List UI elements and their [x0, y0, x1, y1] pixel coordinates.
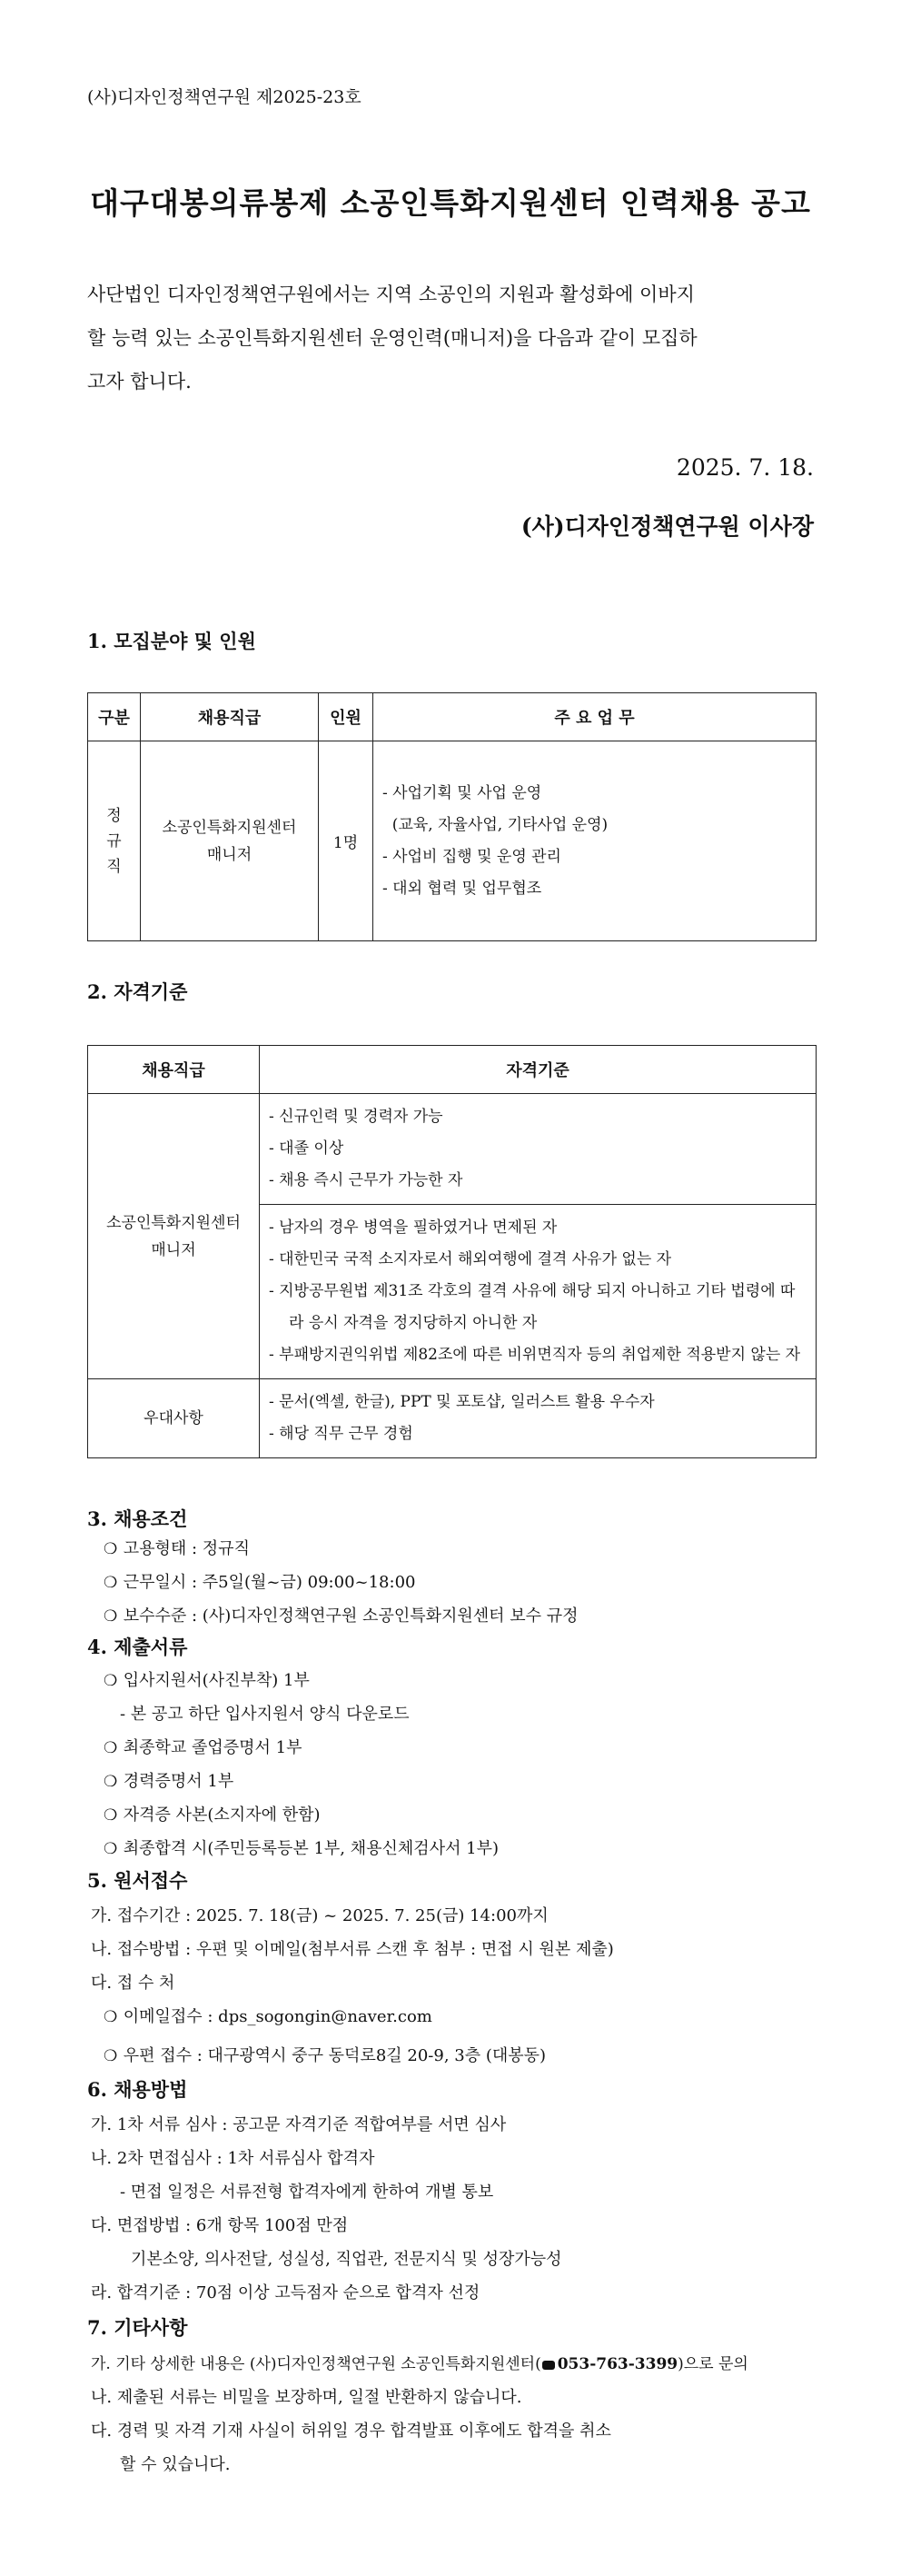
qualification-item: - 대졸 이상	[269, 1139, 344, 1158]
item-text: 이메일접수 : dps_sogongin@naver.com	[123, 2007, 432, 2026]
list-item	[104, 1569, 415, 1593]
list-item	[104, 1536, 250, 1559]
other-item: 나. 제출된 서류는 비밀을 보장하며, 일절 반환하지 않습니다.	[91, 2388, 522, 2407]
hollow-circle-icon: ❍	[104, 1840, 118, 1858]
recruitment-table	[87, 692, 817, 941]
selection-note: 기본소양, 의사전달, 성실성, 직업관, 전문지식 및 성장가능성	[131, 2250, 562, 2269]
table-header-row	[88, 1046, 817, 1094]
contact-text: )으로 문의	[678, 2355, 748, 2373]
other-item: 할 수 있습니다.	[120, 2455, 231, 2474]
preference-label: 우대사항	[88, 1379, 260, 1458]
selection-step: 다. 면접방법 : 6개 항목 100점 만점	[91, 2216, 349, 2235]
qualification-item: - 신규인력 및 경력자 가능	[269, 1108, 443, 1126]
position-line: 매니저	[206, 845, 252, 864]
headcount-cell: 1명	[319, 741, 373, 941]
position-cell	[88, 1094, 260, 1379]
qualification-table	[87, 1045, 817, 1458]
hollow-circle-icon: ❍	[104, 2047, 118, 2065]
section-heading-qualification: 2. 자격기준	[87, 980, 188, 1003]
hollow-circle-icon: ❍	[104, 1773, 118, 1791]
item-text: 최종학교 졸업증명서 1부	[123, 1738, 302, 1757]
hollow-circle-icon: ❍	[104, 1806, 118, 1825]
other-item: 다. 경력 및 자격 기재 사실이 허위일 경우 합격발표 이후에도 합격을 취소	[91, 2422, 611, 2441]
duty-item: (교육, 자율사업, 기타사업 운영)	[382, 815, 609, 834]
position-cell	[141, 741, 319, 941]
list-item	[104, 1735, 302, 1758]
application-period: 가. 접수기간 : 2025. 7. 18(금) ~ 2025. 7. 25(금) 14:00까지	[91, 1906, 549, 1925]
table-header: 인원	[319, 693, 373, 741]
list-subitem: - 본 공고 하단 입사지원서 양식 다운로드	[120, 1705, 410, 1724]
qualification-group-legal	[260, 1205, 817, 1379]
section-heading-other: 7. 기타사항	[87, 2316, 188, 2339]
section-heading-conditions: 3. 채용조건	[87, 1507, 188, 1530]
hollow-circle-icon: ❍	[104, 2008, 118, 2026]
selection-note: - 면접 일정은 서류전형 합격자에게 한하여 개별 통보	[120, 2183, 494, 2202]
intro-line: 고자 합니다.	[87, 371, 192, 393]
list-item	[104, 1603, 579, 1626]
item-text: 자격증 사본(소지자에 한함)	[123, 1805, 321, 1825]
category-char: 정	[106, 806, 122, 825]
preference-item: - 해당 직무 근무 경험	[269, 1425, 413, 1443]
table-header: 채용직급	[141, 693, 319, 741]
item-text: 최종합격 시(주민등록등본 1부, 채용신체검사서 1부)	[123, 1839, 500, 1858]
preference-items	[260, 1379, 817, 1458]
duty-item: - 대외 협력 및 업무협조	[382, 879, 542, 898]
qualification-item: - 남자의 경우 병역을 필하였거나 면제된 자	[269, 1218, 558, 1237]
qualification-item: - 지방공무원법 제31조 각호의 결격 사유에 해당 되지 아니하고 기타 법령에 따라 응시 자격을 정지당하지 아니한 자	[269, 1282, 796, 1332]
item-text: 고용형태 : 정규직	[123, 1539, 250, 1558]
item-text: 경력증명서 1부	[123, 1772, 234, 1791]
list-item	[104, 1835, 499, 1859]
intro-paragraph	[87, 273, 814, 403]
intro-line: 사단법인 디자인정책연구원에서는 지역 소공인의 지원과 활성화에 이바지	[87, 283, 695, 305]
preference-item: - 문서(엑셀, 한글), PPT 및 포토샵, 일러스트 활용 우수자	[269, 1393, 655, 1411]
hollow-circle-icon: ❍	[104, 1574, 118, 1592]
list-item	[104, 2004, 432, 2027]
item-text: 입사지원서(사진부착) 1부	[123, 1671, 310, 1690]
selection-step: 나. 2차 면접심사 : 1차 서류심사 합격자	[91, 2149, 375, 2168]
hollow-circle-icon: ❍	[104, 1672, 118, 1690]
section-heading-recruitment: 1. 모집분야 및 인원	[87, 630, 256, 652]
category-char: 직	[106, 857, 122, 876]
table-header: 주 요 업 무	[373, 693, 817, 741]
application-place: 다. 접 수 처	[91, 1974, 175, 1993]
contact-line	[91, 2351, 748, 2373]
hollow-circle-icon: ❍	[104, 1607, 118, 1626]
list-item	[104, 2043, 546, 2066]
signer: (사)디자인정책연구원 이사장	[520, 513, 814, 540]
list-item	[104, 1667, 310, 1691]
page-title: 대구대봉의류봉제 소공인특화지원센터 인력채용 공고	[90, 185, 811, 221]
phone-icon	[542, 2361, 555, 2370]
table-header-row	[88, 693, 817, 741]
list-item	[104, 1768, 233, 1792]
category-cell	[88, 741, 141, 941]
position-line: 소공인특화지원센터	[106, 1213, 241, 1232]
position-line: 소공인특화지원센터	[162, 818, 297, 837]
table-header: 자격기준	[260, 1046, 817, 1094]
announcement-date: 2025. 7. 18.	[676, 454, 814, 481]
section-heading-selection: 6. 채용방법	[87, 2078, 188, 2101]
table-row	[88, 1379, 817, 1458]
duties-cell	[373, 741, 817, 941]
table-header: 구분	[88, 693, 141, 741]
application-method: 나. 접수방법 : 우편 및 이메일(첨부서류 스캔 후 첨부 : 면접 시 원본 제출)	[91, 1940, 614, 1959]
qualification-group-basic	[260, 1094, 817, 1205]
duty-item: - 사업기획 및 사업 운영	[382, 783, 542, 802]
contact-text: 가. 기타 상세한 내용은 (사)디자인정책연구원 소공인특화지원센터(	[91, 2355, 541, 2373]
table-row	[88, 741, 817, 941]
table-header: 채용직급	[88, 1046, 260, 1094]
phone-number: 053-763-3399	[557, 2355, 678, 2373]
document-number: (사)디자인정책연구원 제2025-23호	[87, 87, 361, 107]
table-row	[88, 1094, 817, 1205]
section-heading-documents: 4. 제출서류	[87, 1636, 188, 1658]
list-item	[104, 1802, 321, 1825]
section-heading-application: 5. 원서접수	[87, 1869, 188, 1892]
hollow-circle-icon: ❍	[104, 1540, 118, 1558]
item-text: 보수수준 : (사)디자인정책연구원 소공인특화지원센터 보수 규정	[123, 1606, 579, 1626]
category-char: 규	[106, 831, 122, 850]
hollow-circle-icon: ❍	[104, 1739, 118, 1757]
selection-step: 라. 합격기준 : 70점 이상 고득점자 순으로 합격자 선정	[91, 2283, 480, 2302]
item-text: 우편 접수 : 대구광역시 중구 동덕로8길 20-9, 3층 (대봉동)	[123, 2046, 547, 2065]
qualification-item: - 채용 즉시 근무가 가능한 자	[269, 1171, 463, 1189]
selection-step: 가. 1차 서류 심사 : 공고문 자격기준 적합여부를 서면 심사	[91, 2115, 507, 2134]
qualification-item: - 대한민국 국적 소지자로서 해외여행에 결격 사유가 없는 자	[269, 1250, 672, 1268]
position-line: 매니저	[151, 1240, 196, 1259]
item-text: 근무일시 : 주5일(월~금) 09:00~18:00	[123, 1573, 416, 1592]
qualification-item: - 부패방지권익위법 제82조에 따른 비위면직자 등의 취업제한 적용받지 않는 자	[269, 1346, 801, 1364]
intro-line: 할 능력 있는 소공인특화지원센터 운영인력(매니저)을 다음과 같이 모집하	[87, 327, 698, 349]
duty-item: - 사업비 집행 및 운영 관리	[382, 847, 561, 866]
